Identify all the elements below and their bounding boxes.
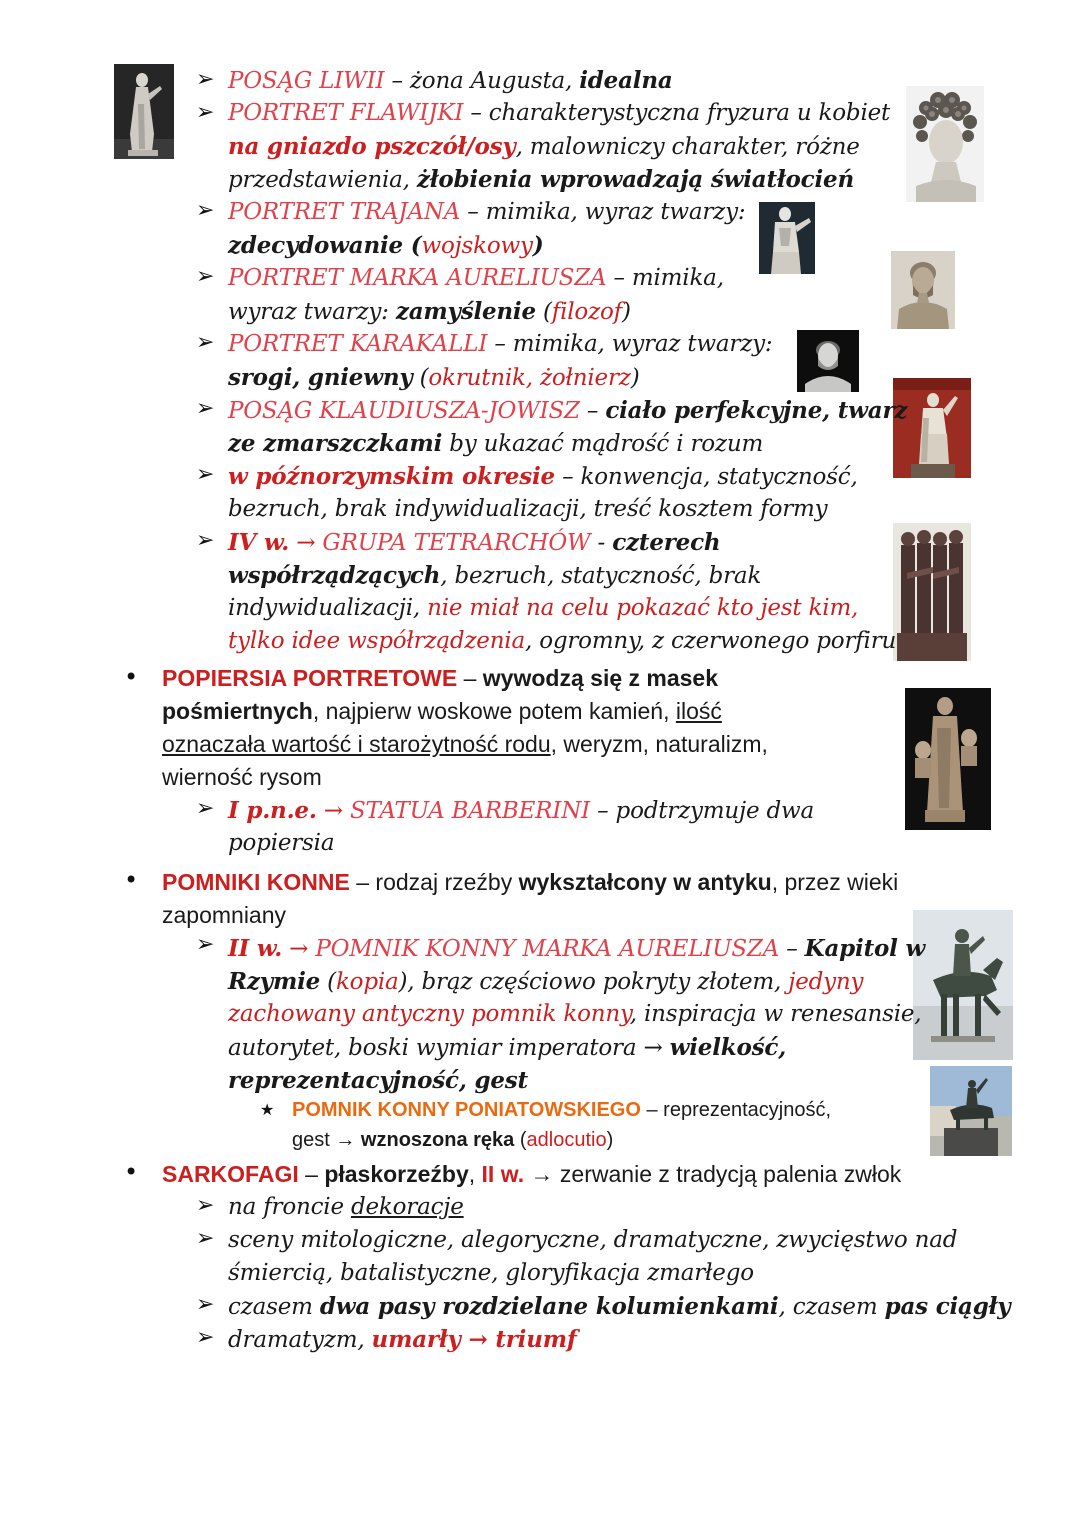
text-line xyxy=(228,1031,786,1065)
text-line xyxy=(228,998,921,1031)
text-line xyxy=(228,394,907,428)
text-segment: POSĄG LIWII xyxy=(228,68,385,94)
text-line xyxy=(228,64,673,98)
arrow-bullet-icon: ➢ xyxy=(196,1193,215,1218)
text-line xyxy=(292,1095,831,1125)
text-segment: żłobienia wprowadzają światłocień xyxy=(416,166,854,193)
text-segment: POMNIK KONNY PONIATOWSKIEGO xyxy=(292,1099,641,1121)
tetrarchs-group-photo xyxy=(893,523,971,661)
arrow-bullet-icon: ➢ xyxy=(196,462,215,487)
section-heading-line xyxy=(162,1158,901,1191)
text-segment: dramatyzm, xyxy=(228,1327,372,1353)
text-segment: wielkość, xyxy=(669,1034,787,1061)
statue-claudius-jupiter-photo xyxy=(893,378,971,478)
text-segment: → xyxy=(289,530,323,556)
text-segment: , najpierw woskowe potem kamień, xyxy=(312,698,676,724)
text-segment: → xyxy=(282,936,316,962)
text-segment: reprezentacyjność, gest xyxy=(228,1067,528,1094)
text-segment: wykształcony w antyku xyxy=(518,869,772,895)
text-line xyxy=(228,965,863,999)
text-segment: indywidualizacji, xyxy=(228,595,428,621)
equestrian-poniatowski-photo xyxy=(930,1066,1012,1156)
text-segment: – mimika, xyxy=(606,265,724,291)
text-segment: Kapitol w xyxy=(804,935,926,962)
text-segment: , czasem xyxy=(778,1294,885,1320)
arrow-bullet-icon: ➢ xyxy=(196,67,215,92)
text-segment: – xyxy=(457,665,483,691)
text-line xyxy=(228,163,854,197)
text-segment: PORTRET KARAKALLI xyxy=(228,331,488,357)
text-segment: PORTRET FLAWIJKI xyxy=(228,100,464,126)
text-segment: autorytet, boski wymiar imperatora xyxy=(228,1035,644,1061)
text-segment: tylko idee współrządzenia xyxy=(228,628,525,654)
text-segment: PORTRET TRAJANA xyxy=(228,199,461,225)
text-line xyxy=(228,794,814,828)
text-line xyxy=(228,229,544,263)
text-segment: podtrzymuje dwa xyxy=(615,798,814,824)
text-segment: zapomniany xyxy=(162,902,287,928)
arrow-bullet-icon: ➢ xyxy=(196,264,215,289)
text-segment: II w. xyxy=(481,1161,525,1187)
text-segment: → xyxy=(460,1326,496,1353)
text-segment: ) xyxy=(532,232,544,259)
arrow-bullet-icon: ➢ xyxy=(196,396,215,421)
text-segment: zdecydowanie xyxy=(228,232,411,259)
text-line xyxy=(228,361,639,395)
text-segment: – xyxy=(779,936,805,962)
text-line xyxy=(228,827,334,860)
arrow-bullet-icon: ➢ xyxy=(196,198,215,223)
text-segment: – reprezentacyjność, xyxy=(640,1099,832,1121)
text-segment: w późnorzymskim okresie xyxy=(228,463,555,490)
text-segment: GRUPA TETRARCHÓW xyxy=(322,530,591,556)
text-segment: filozof xyxy=(551,299,622,325)
text-segment: by ukazać mądrość i rozum xyxy=(442,431,764,457)
text-line xyxy=(228,1257,754,1290)
text-segment: , inspiracja w renesansie, xyxy=(629,1001,922,1027)
text-segment: – konwencja, statyczność, xyxy=(554,464,858,490)
bust-caracalla-photo xyxy=(797,330,859,392)
arrow-bullet-icon: ➢ xyxy=(196,1226,215,1251)
text-segment: oznaczała wartość i starożytność rodu xyxy=(162,731,551,757)
text-segment: POMNIK KONNY MARKA AURELIUSZA xyxy=(315,936,780,962)
text-segment: , ogromny, z czerwonego porfiru xyxy=(524,628,897,654)
text-segment: na gniazdo pszczół/osy xyxy=(228,133,516,160)
text-segment: → zerwanie z tradycją palenia zwłok xyxy=(524,1161,902,1187)
statue-trajan-photo xyxy=(759,202,815,274)
section-heading: SARKOFAGI xyxy=(162,1161,299,1187)
arrow-bullet-icon: ➢ xyxy=(196,932,215,957)
text-segment: ) xyxy=(606,1129,614,1151)
text-line xyxy=(228,1224,957,1257)
bullet-dot-icon: • xyxy=(124,866,139,894)
text-segment: kopia xyxy=(335,969,399,995)
text-segment: – xyxy=(590,798,616,824)
bust-marcus-aurelius-photo xyxy=(891,251,955,329)
text-line xyxy=(228,97,890,130)
arrow-bullet-icon: ➢ xyxy=(196,796,215,821)
section-heading-line xyxy=(162,662,718,695)
text-line xyxy=(162,728,768,761)
text-segment: ) xyxy=(630,365,640,391)
text-segment: nie miał na celu pokazać kto jest kim, xyxy=(427,595,859,621)
text-line xyxy=(228,592,858,625)
text-segment: – żona Augusta, xyxy=(384,68,580,94)
text-segment: ilość xyxy=(675,698,722,724)
text-segment: gest → xyxy=(292,1129,361,1151)
text-segment: – xyxy=(298,1161,325,1187)
text-segment: , przez wieki xyxy=(771,869,899,895)
text-segment: – xyxy=(579,398,606,424)
text-line xyxy=(228,427,763,461)
text-line xyxy=(228,196,745,229)
text-line xyxy=(228,295,631,329)
text-line xyxy=(228,130,860,164)
text-line xyxy=(228,493,827,526)
text-segment: , malowniczy charakter, różne xyxy=(515,134,860,160)
text-segment: śmiercią, batalistyczne, gloryfikacja zmarłego xyxy=(228,1260,754,1286)
text-line xyxy=(228,625,896,658)
text-segment: Rzymie xyxy=(228,968,321,995)
text-segment: → xyxy=(643,1035,670,1061)
text-segment: zamyślenie xyxy=(395,298,536,325)
text-segment: pośmiertnych xyxy=(162,698,313,724)
text-segment: dekoracje xyxy=(350,1194,464,1220)
star-bullet-icon: ★ xyxy=(260,1100,275,1119)
text-segment: POSĄG KLAUDIUSZA-JOWISZ xyxy=(228,398,580,424)
text-segment: – mimika, wyraz twarzy: xyxy=(460,199,746,225)
text-segment: bezruch, brak indywidualizacji, treść kosztem formy xyxy=(228,496,828,522)
section-heading: POMNIKI KONNE xyxy=(162,869,350,895)
text-segment: płaskorzeźby xyxy=(324,1161,469,1187)
text-segment: na froncie xyxy=(228,1194,351,1220)
text-line xyxy=(228,328,772,361)
text-line xyxy=(228,460,858,494)
text-segment: I p.n.e. xyxy=(228,797,317,824)
text-line xyxy=(292,1125,613,1155)
text-segment: wierność rysom xyxy=(162,764,322,790)
text-line xyxy=(162,761,322,794)
text-segment: idealna xyxy=(579,67,673,94)
arrow-bullet-icon: ➢ xyxy=(196,1325,215,1350)
bullet-dot-icon: • xyxy=(124,1158,139,1186)
text-segment: - xyxy=(590,530,613,556)
text-segment: popiersia xyxy=(228,830,335,856)
statue-barberini-photo xyxy=(905,688,991,830)
arrow-bullet-icon: ➢ xyxy=(196,1292,215,1317)
text-segment: , weryzm, naturalizm, xyxy=(550,731,768,757)
text-segment: → xyxy=(316,798,350,824)
text-segment: ( xyxy=(410,232,422,259)
text-segment: współrządzących xyxy=(228,562,441,589)
text-segment: jedyny xyxy=(788,969,864,995)
text-segment: sceny mitologiczne, alegoryczne, dramatyczne, zwycięstwo nad xyxy=(228,1227,958,1253)
text-segment: – rodzaj rzeźby xyxy=(349,869,519,895)
text-segment: wyraz twarzy: xyxy=(228,299,396,325)
text-segment: srogi, gniewny xyxy=(228,364,413,391)
text-segment: wznoszona ręka xyxy=(360,1129,515,1151)
section-heading: POPIERSIA PORTRETOWE xyxy=(162,665,458,691)
arrow-bullet-icon: ➢ xyxy=(196,330,215,355)
text-line xyxy=(228,1290,1010,1324)
text-segment: czterech xyxy=(612,529,721,556)
text-line xyxy=(228,1064,528,1098)
text-segment: – mimika, wyraz twarzy: xyxy=(487,331,773,357)
text-segment: przedstawienia, xyxy=(228,167,417,193)
text-segment: – charakterystyczna fryzura u kobiet xyxy=(463,100,891,126)
text-segment: zachowany antyczny pomnik konny xyxy=(228,1001,630,1027)
arrow-bullet-icon: ➢ xyxy=(196,100,215,125)
text-segment: czasem xyxy=(228,1294,320,1320)
text-line xyxy=(162,695,722,728)
text-segment: triumf xyxy=(495,1326,577,1353)
text-segment: II w. xyxy=(228,935,283,962)
text-line xyxy=(228,932,925,966)
text-segment: okrutnik, żołnierz xyxy=(428,365,631,391)
text-segment: IV w. xyxy=(228,529,290,556)
bullet-dot-icon: • xyxy=(124,663,139,691)
arrow-bullet-icon: ➢ xyxy=(196,528,215,553)
text-segment: ) xyxy=(621,299,631,325)
text-segment: ( xyxy=(320,969,336,995)
text-segment: ), brąz częściowo pokryty złotem, xyxy=(398,969,789,995)
text-segment: PORTRET MARKA AURELIUSZA xyxy=(228,265,607,291)
section-heading-line xyxy=(162,866,898,899)
statue-livia-photo xyxy=(114,64,174,159)
text-line xyxy=(162,899,286,932)
text-segment: umarły xyxy=(371,1326,461,1353)
text-line xyxy=(228,559,761,593)
text-segment: ( xyxy=(412,365,429,391)
text-segment: wywodzą się z masek xyxy=(482,665,719,691)
bust-flavian-woman-photo xyxy=(906,86,984,202)
text-segment: ciało perfekcyjne, twarz xyxy=(605,397,908,424)
text-segment: pas ciągły xyxy=(884,1293,1011,1320)
text-line xyxy=(228,526,720,560)
text-segment: wojskowy xyxy=(421,233,533,259)
text-segment: , bezruch, statyczność, brak xyxy=(440,563,762,589)
text-segment: ( xyxy=(514,1129,527,1151)
text-segment: ze zmarszczkami xyxy=(228,430,443,457)
equestrian-marcus-aurelius-photo xyxy=(913,910,1013,1060)
text-segment: ( xyxy=(535,299,552,325)
text-line xyxy=(228,1323,577,1357)
text-line xyxy=(228,262,724,295)
text-segment: STATUA BARBERINI xyxy=(349,798,591,824)
text-segment: adlocutio xyxy=(526,1129,607,1151)
text-segment: , xyxy=(468,1161,482,1187)
text-segment: dwa pasy rozdzielane kolumienkami xyxy=(319,1293,779,1320)
text-line xyxy=(228,1191,464,1224)
